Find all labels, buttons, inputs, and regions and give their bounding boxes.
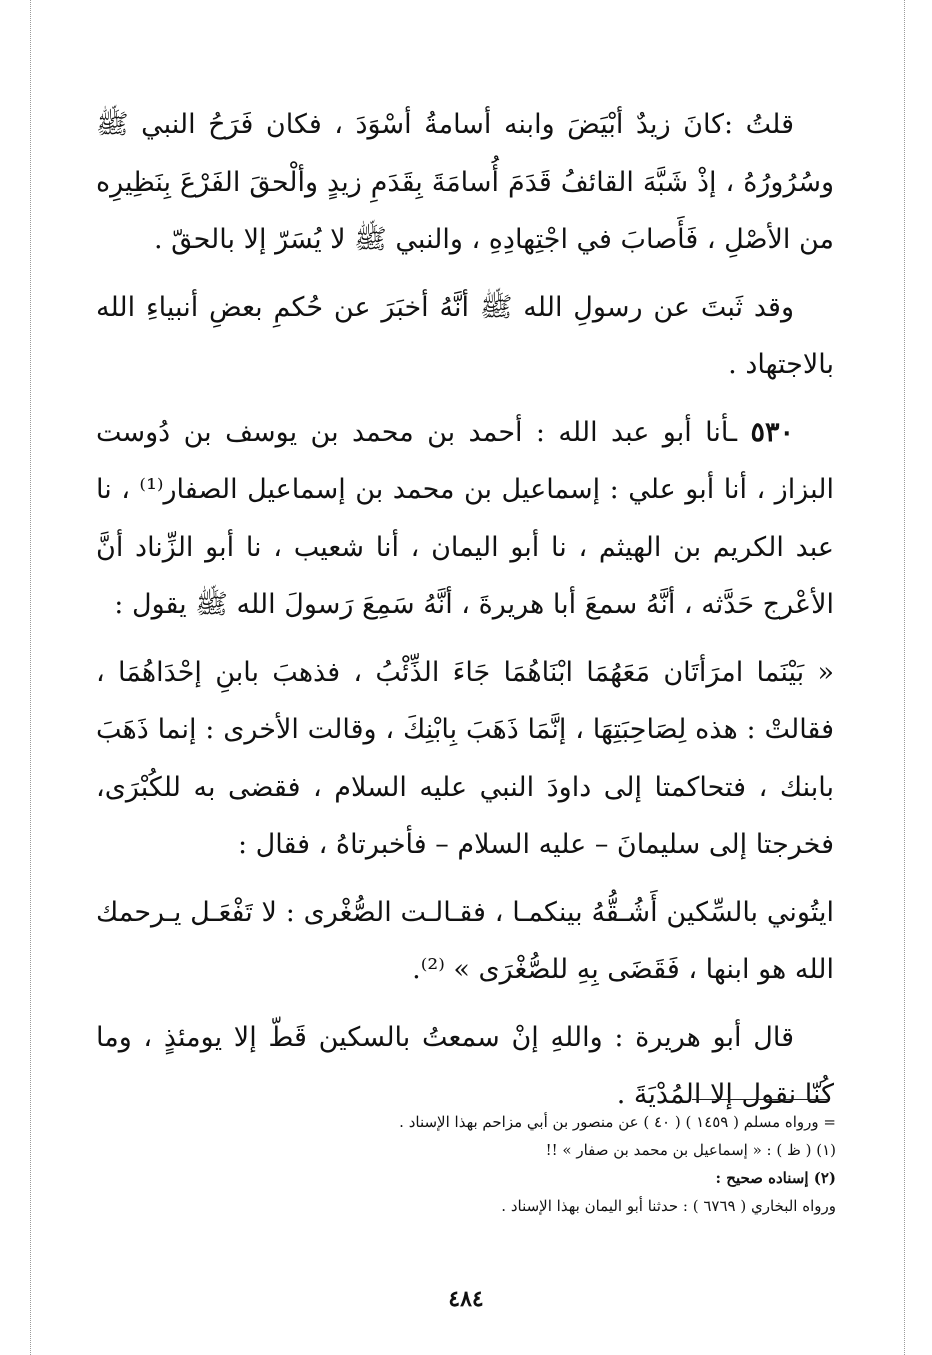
paragraph-1: قلتُ :كانَ زيدٌ أبْيَضَ وابنه أسامةُ أسْوَدَ ، فكان فَرَحُ النبي ﷺ وسُرُورُهُ ، إذْ شَبَّهَ القائفُ قَدَمَ أُسامَةَ بِقَدَمِ زيدٍ وألْحقَ الفَرْعَ بِنَظِيرِه من الأصْلِ ، فَأَصابَ في اجْتِهادِهِ ، والنبي ﷺ لا يُسَرّ إلا بالحقّ .: [96, 109, 834, 255]
paragraph-3-text: ـأنا أبو عبد الله : أحمد بن محمد بن يوسف بن دُوست البزاز ، أنا أبو علي : إسماعيل بن محمد بن إسماعيل الصفار⁽¹⁾ ، نا عبد الكريم بن الهيثم ، نا أبو اليمان ، أنا شعيب ، نا أبو الزِّناد أنَّ الأعْرج حَدَّثه ، أنَّهُ سمعَ أبا هريرةَ ، أنَّهُ سَمِعَ رَسولَ الله ﷺ يقول :: [96, 416, 834, 620]
paragraph-5: ايتُوني بالسِّكين أَشُـقُّهُ بينكمـا ، فقـالـت الصُّغْرى : لا تَفْعَـل يـرحمك الله هو ابنها ، فَقَضَى بِهِ للصُّغْرَى » ⁽²⁾.: [96, 896, 834, 985]
right-margin-guide: [904, 0, 905, 1355]
footnote-2-text: ورواه البخاري ( ٦٧٦٩ ) : حدثنا أبو اليمان بهذا الإسناد .: [501, 1197, 836, 1215]
left-margin-guide: [30, 0, 31, 1355]
hadith-number: ٥٣٠: [750, 416, 794, 448]
paragraph-6: قال أبو هريرة : واللهِ إنْ سمعتُ بالسكين قَطّ إلا يومئذٍ ، وما كُنّا نقول إلا المُدْيَةَ .: [96, 1021, 834, 1110]
paragraph-4: « بَيْنَما امرَأتَان مَعَهُمَا ابْنَاهُمَا جَاءَ الذِّئْبُ ، فذهبَ بابنِ إحْدَاهُمَا ، فقالتْ : هذه لِصَاحِبَتِهَا ، إنَّمَا ذَهَبَ بِابْنِكَ ، وقالت الأخرى : إنما ذَهَبَ بابنك ، فتحاكمتا إلى داودَ النبي عليه السلام ، فقضى به للكُبْرَى، فخرجتا إلى سليمانَ – عليه السلام – فأخبرتاهُ ، فقال :: [96, 656, 834, 860]
footnote-separator: [692, 1099, 828, 1100]
page-number: ٤٨٤: [448, 1286, 484, 1312]
paragraph-3: [96, 404, 834, 634]
footnote-1: (١) ( ظ ) : « إسماعيل بن محمد بن صفار » !!: [545, 1141, 836, 1159]
footnote-continuation: = ورواه مسلم ( ١٤٥٩ ) ( ٤٠ ) عن منصور بن أبي مزاحم بهذا الإسناد .: [399, 1113, 836, 1131]
footnotes-block: [200, 1108, 836, 1220]
paragraph-2: وقد ثَبتَ عن رسولِ الله ﷺ أنَّهُ أخبَرَ عن حُكمِ بعضِ أنبياءِ الله بالاجتهاد .: [96, 291, 834, 380]
footnote-2-heading: (٢) إسناده صحيح :: [715, 1169, 836, 1187]
main-text-block: [96, 96, 834, 1134]
